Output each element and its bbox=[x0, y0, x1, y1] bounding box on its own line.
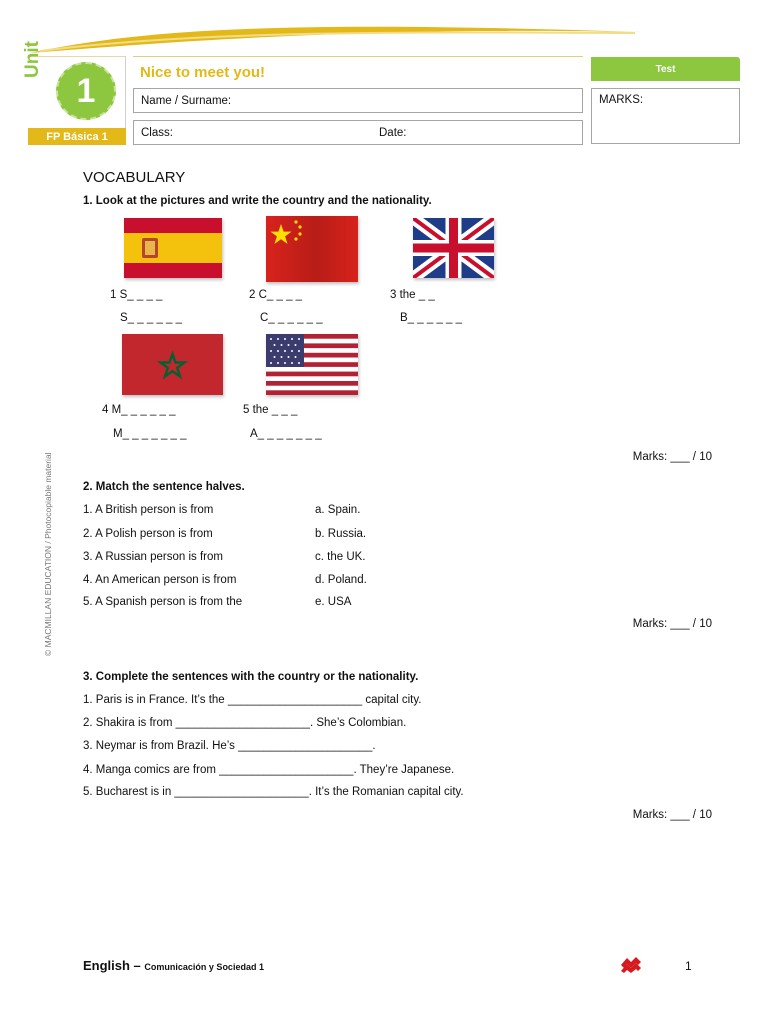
copyright-note: © MACMILLAN EDUCATION / Photocopiable material bbox=[43, 452, 53, 656]
ex1-item4-nationality: M_ _ _ _ _ _ _ bbox=[113, 428, 187, 440]
match-right-d: d. Poland. bbox=[315, 574, 367, 586]
spain-flag bbox=[124, 218, 222, 278]
match-left-1: 1. A British person is from bbox=[83, 504, 214, 516]
match-right-a: a. Spain. bbox=[315, 504, 361, 516]
match-left-3: 3. A Russian person is from bbox=[83, 551, 223, 563]
exercise2-title: 2. Match the sentence halves. bbox=[83, 481, 245, 493]
ex1-item5-country: 5 the _ _ _ bbox=[243, 404, 298, 416]
ex1-item2-nationality: C_ _ _ _ _ _ bbox=[260, 312, 323, 324]
complete-sentence-2: 2. Shakira is from _____________________. She’s Colombian. bbox=[83, 717, 407, 729]
unit-number: 1 bbox=[76, 71, 96, 110]
china-flag bbox=[266, 216, 358, 282]
exercise3-title: 3. Complete the sentences with the country or the nationality. bbox=[83, 671, 419, 683]
name-field[interactable] bbox=[133, 88, 583, 113]
section-heading: VOCABULARY bbox=[83, 169, 186, 186]
footer-subject bbox=[83, 958, 264, 973]
class-date-field[interactable] bbox=[133, 120, 583, 145]
match-right-b: b. Russia. bbox=[315, 528, 367, 540]
complete-sentence-5: 5. Bucharest is in _____________________. It’s the Romanian capital city. bbox=[83, 786, 464, 798]
complete-sentence-4: 4. Manga comics are from _____________________. They’re Japanese. bbox=[83, 764, 455, 776]
publisher-logo-icon bbox=[620, 955, 642, 973]
header-swoosh bbox=[0, 20, 768, 60]
marks-box[interactable] bbox=[591, 88, 740, 144]
exercise1-marks: Marks: ___ / 10 bbox=[632, 451, 712, 463]
exercise1-title: 1. Look at the pictures and write the country and the nationality. bbox=[83, 195, 432, 207]
marks-label: MARKS: bbox=[599, 94, 644, 106]
ex1-item1-country: 1 S_ _ _ _ bbox=[110, 289, 163, 301]
exercise2-marks: Marks: ___ / 10 bbox=[632, 618, 712, 630]
usa-flag bbox=[266, 334, 358, 395]
match-left-5: 5. A Spanish person is from the bbox=[83, 596, 243, 608]
course-tag: FP Básica 1 bbox=[28, 128, 126, 145]
footer-subject-name: English – bbox=[83, 958, 141, 973]
test-tab: Test bbox=[591, 57, 740, 81]
morocco-flag bbox=[122, 334, 223, 395]
ex1-item1-nationality: S_ _ _ _ _ _ bbox=[120, 312, 183, 324]
class-label: Class: bbox=[141, 126, 173, 139]
ex1-item3-country: 3 the _ _ bbox=[390, 289, 435, 301]
ex1-item2-country: 2 C_ _ _ _ bbox=[249, 289, 303, 301]
match-left-4: 4. An American person is from bbox=[83, 574, 237, 586]
worksheet-title: Nice to meet you! bbox=[140, 64, 266, 81]
match-left-2: 2. A Polish person is from bbox=[83, 528, 213, 540]
match-right-c: c. the UK. bbox=[315, 551, 366, 563]
page-number: 1 bbox=[685, 959, 692, 973]
complete-sentence-1: 1. Paris is in France. It’s the _____________________ capital city. bbox=[83, 694, 422, 706]
name-label: Name / Surname: bbox=[141, 94, 232, 107]
exercise3-marks: Marks: ___ / 10 bbox=[632, 809, 712, 821]
ex1-item3-nationality: B_ _ _ _ _ _ bbox=[400, 312, 463, 324]
title-divider bbox=[133, 56, 583, 57]
unit-word: Unit bbox=[22, 41, 43, 78]
footer-subtitle: Comunicación y Sociedad 1 bbox=[144, 962, 264, 972]
ex1-item5-nationality: A_ _ _ _ _ _ _ bbox=[250, 428, 322, 440]
unit-number-badge bbox=[56, 62, 116, 120]
ex1-item4-country: 4 M_ _ _ _ _ _ bbox=[102, 404, 176, 416]
date-label: Date: bbox=[379, 126, 407, 139]
match-right-e: e. USA bbox=[315, 596, 352, 608]
complete-sentence-3: 3. Neymar is from Brazil. He’s _____________________. bbox=[83, 740, 376, 752]
uk-flag bbox=[413, 218, 494, 278]
